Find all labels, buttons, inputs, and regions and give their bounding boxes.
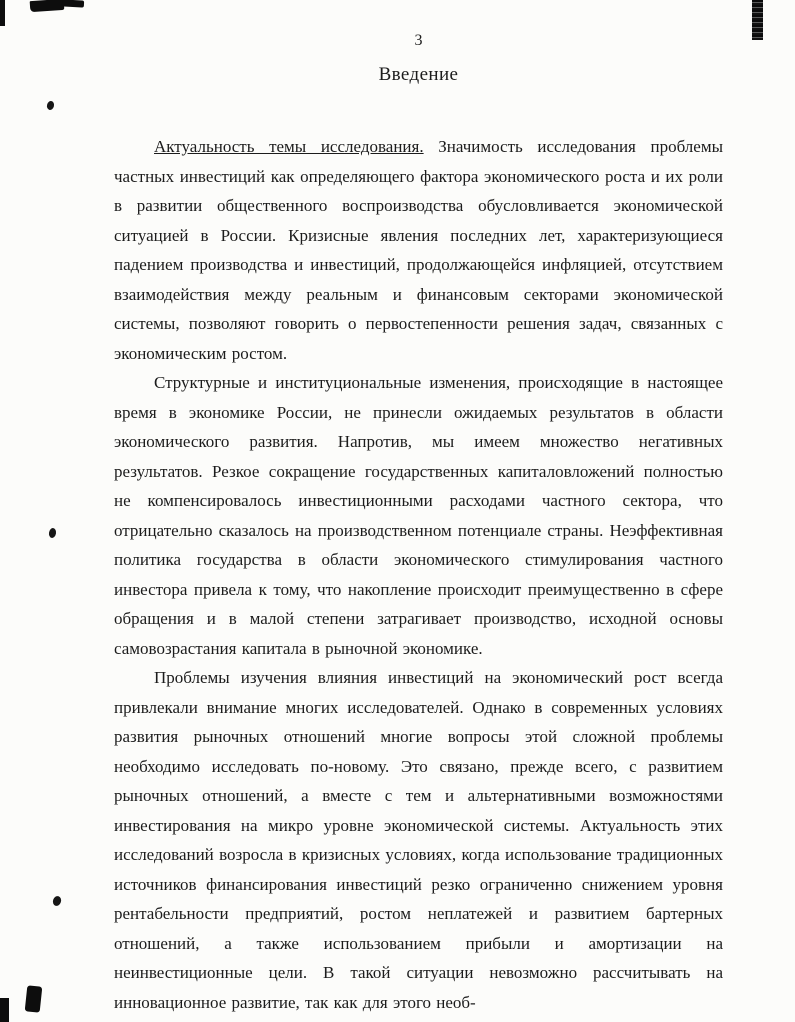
paragraph-1 [114,132,723,368]
paragraph-2: Структурные и институциональные изменения, происходящие в настоящее время в экономике России, не принесли ожидаемых результатов в области экономического развития. Напротив, мы имеем множество негативных результатов. Резкое сокращение государственных капиталовложений полностью не компенсировалось инвестиционными расходами частного сектора, что отрицательно сказалось на производственном потенциале страны. Неэффективная политика государства в области экономического стимулирования частного инвестора привела к тому, что накопление происходит преимущественно в сфере обращения и в малой степени затрагивает производство, исходной основы самовозрастания капитала в рыночной экономике. [114,373,723,658]
page-number: 3 [414,32,423,49]
scan-artifact-top-left [30,0,65,12]
paragraph-1-lead-underlined: Актуальность темы исследования. [154,137,424,156]
scan-speck-3 [52,895,63,907]
document-content [114,32,723,1017]
scan-artifact-bottom-left-2 [0,998,9,1022]
scan-artifact-bottom-left [25,985,43,1012]
scan-artifact-left-edge [0,0,5,26]
scan-speck-1 [46,100,55,111]
page-title: Введение [378,64,459,85]
scan-artifact-right-bar [752,0,763,40]
scan-artifact-top-left-2 [62,0,84,8]
scan-speck-2 [48,527,57,538]
paragraph-3: Проблемы изучения влияния инвестиций на экономический рост всегда привлекали внимание многих исследователей. Однако в современных условиях развития рыночных отношений многие вопросы этой сложной проблемы необходимо исследовать по-новому. Это связано, прежде всего, с развитием рыночных отношений, а вместе с тем и альтернативными возможностями инвестирования на микро уровне экономической системы. Актуальность этих исследований возросла в кризисных условиях, когда использование традиционных источников финансирования инвестиций резко ограниченно снижением уровня рентабельности предприятий, ростом неплатежей и развитием бартерных отношений, а также использованием прибыли и амортизации на неинвестиционные цели. В такой ситуации невозможно рассчитывать на инновационное развитие, так как для этого необ- [114,668,723,1012]
paragraph-1-text: Значимость исследования проблемы частных инвестиций как определяющего фактора экономического роста и их роли в развитии общественного воспроизводства обусловливается экономической ситуацией в России. Кризисные явления последних лет, характеризующиеся падением производства и инвестиций, продолжающейся инфляцией, отсутствием взаимодействия между реальным и финансовым секторами экономической системы, позволяют говорить о первостепенности решения задач, связанных с экономическим ростом. [114,137,724,363]
